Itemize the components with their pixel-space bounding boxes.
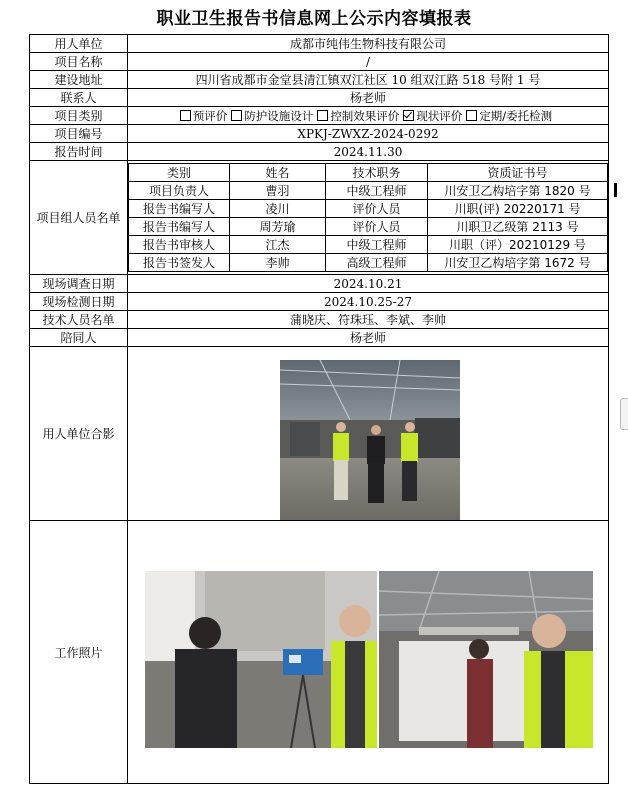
checkbox-icon[interactable] xyxy=(466,110,477,121)
table-row: 报告书审核人 江杰 中级工程师 川职（评）20210129 号 xyxy=(129,236,608,254)
work-photo-left-image xyxy=(145,571,377,748)
team-header-title: 技术职务 xyxy=(326,164,428,182)
label-escort: 陪同人 xyxy=(30,329,128,347)
option-periodic-testing[interactable]: 定期/委托检测 xyxy=(466,108,552,124)
value-project-no: XPKJ-ZWXZ-2024-0292 xyxy=(128,125,609,143)
margin-mark xyxy=(614,183,617,197)
value-address: 四川省成都市金堂县清江镇双江社区 10 组双江路 518 号附 1 号 xyxy=(128,71,609,89)
label-employer: 用人单位 xyxy=(30,35,128,53)
team-header-cert: 资质证书号 xyxy=(428,164,608,182)
option-control-effect[interactable]: 控制效果评价 xyxy=(317,108,399,124)
option-protection-design[interactable]: 防护设施设计 xyxy=(231,108,313,124)
checkbox-checked-icon[interactable] xyxy=(403,110,414,121)
value-survey-date: 2024.10.21 xyxy=(128,275,609,293)
checkbox-icon[interactable] xyxy=(317,110,328,121)
label-survey-date: 现场调查日期 xyxy=(30,275,128,293)
table-row: 报告书编写人 周芳瑜 评价人员 川职卫乙级第 2113 号 xyxy=(129,218,608,236)
checkbox-icon[interactable] xyxy=(180,110,191,121)
work-photo-right-image xyxy=(379,571,593,748)
value-contact: 杨老师 xyxy=(128,89,609,107)
label-group-photo: 用人单位合影 xyxy=(30,347,128,521)
value-report-time: 2024.11.30 xyxy=(128,143,609,161)
label-report-time: 报告时间 xyxy=(30,143,128,161)
project-type-options xyxy=(128,107,609,125)
table-row: 报告书编写人 凌川 评价人员 川职(评) 20220171 号 xyxy=(129,200,608,218)
table-row: 报告书签发人 李帅 高级工程师 川安卫乙构培字第 1672 号 xyxy=(129,254,608,272)
scroll-handle[interactable] xyxy=(620,398,628,430)
work-photo-right xyxy=(379,571,593,748)
label-team: 项目组人员名单 xyxy=(30,161,128,275)
label-address: 建设地址 xyxy=(30,71,128,89)
label-project-no: 项目编号 xyxy=(30,125,128,143)
work-photo-left xyxy=(145,571,377,748)
value-escort: 杨老师 xyxy=(128,329,609,347)
label-contact: 联系人 xyxy=(30,89,128,107)
team-table xyxy=(128,163,608,272)
team-header-type: 类别 xyxy=(129,164,230,182)
label-test-date: 现场检测日期 xyxy=(30,293,128,311)
value-employer: 成都市纯伟生物科技有限公司 xyxy=(128,35,609,53)
value-project-name: / xyxy=(128,53,609,71)
team-header-name: 姓名 xyxy=(230,164,326,182)
value-test-date: 2024.10.25-27 xyxy=(128,293,609,311)
group-photo-image xyxy=(280,360,460,520)
group-photo xyxy=(280,360,460,520)
option-status-evaluation[interactable]: 现状评价 xyxy=(403,108,462,124)
label-project-name: 项目名称 xyxy=(30,53,128,71)
label-work-photos: 工作照片 xyxy=(30,521,128,784)
label-technicians: 技术人员名单 xyxy=(30,311,128,329)
team-cell xyxy=(128,161,609,275)
value-technicians: 蒲晓庆、符珠珏、李斌、李帅 xyxy=(128,311,609,329)
option-pre-evaluation[interactable]: 预评价 xyxy=(180,108,228,124)
label-project-type: 项目类别 xyxy=(30,107,128,125)
table-row: 项目负责人 曹羽 中级工程师 川安卫乙构培字第 1820 号 xyxy=(129,182,608,200)
page-title: 职业卫生报告书信息网上公示内容填报表 xyxy=(156,9,472,29)
checkbox-icon[interactable] xyxy=(231,110,242,121)
